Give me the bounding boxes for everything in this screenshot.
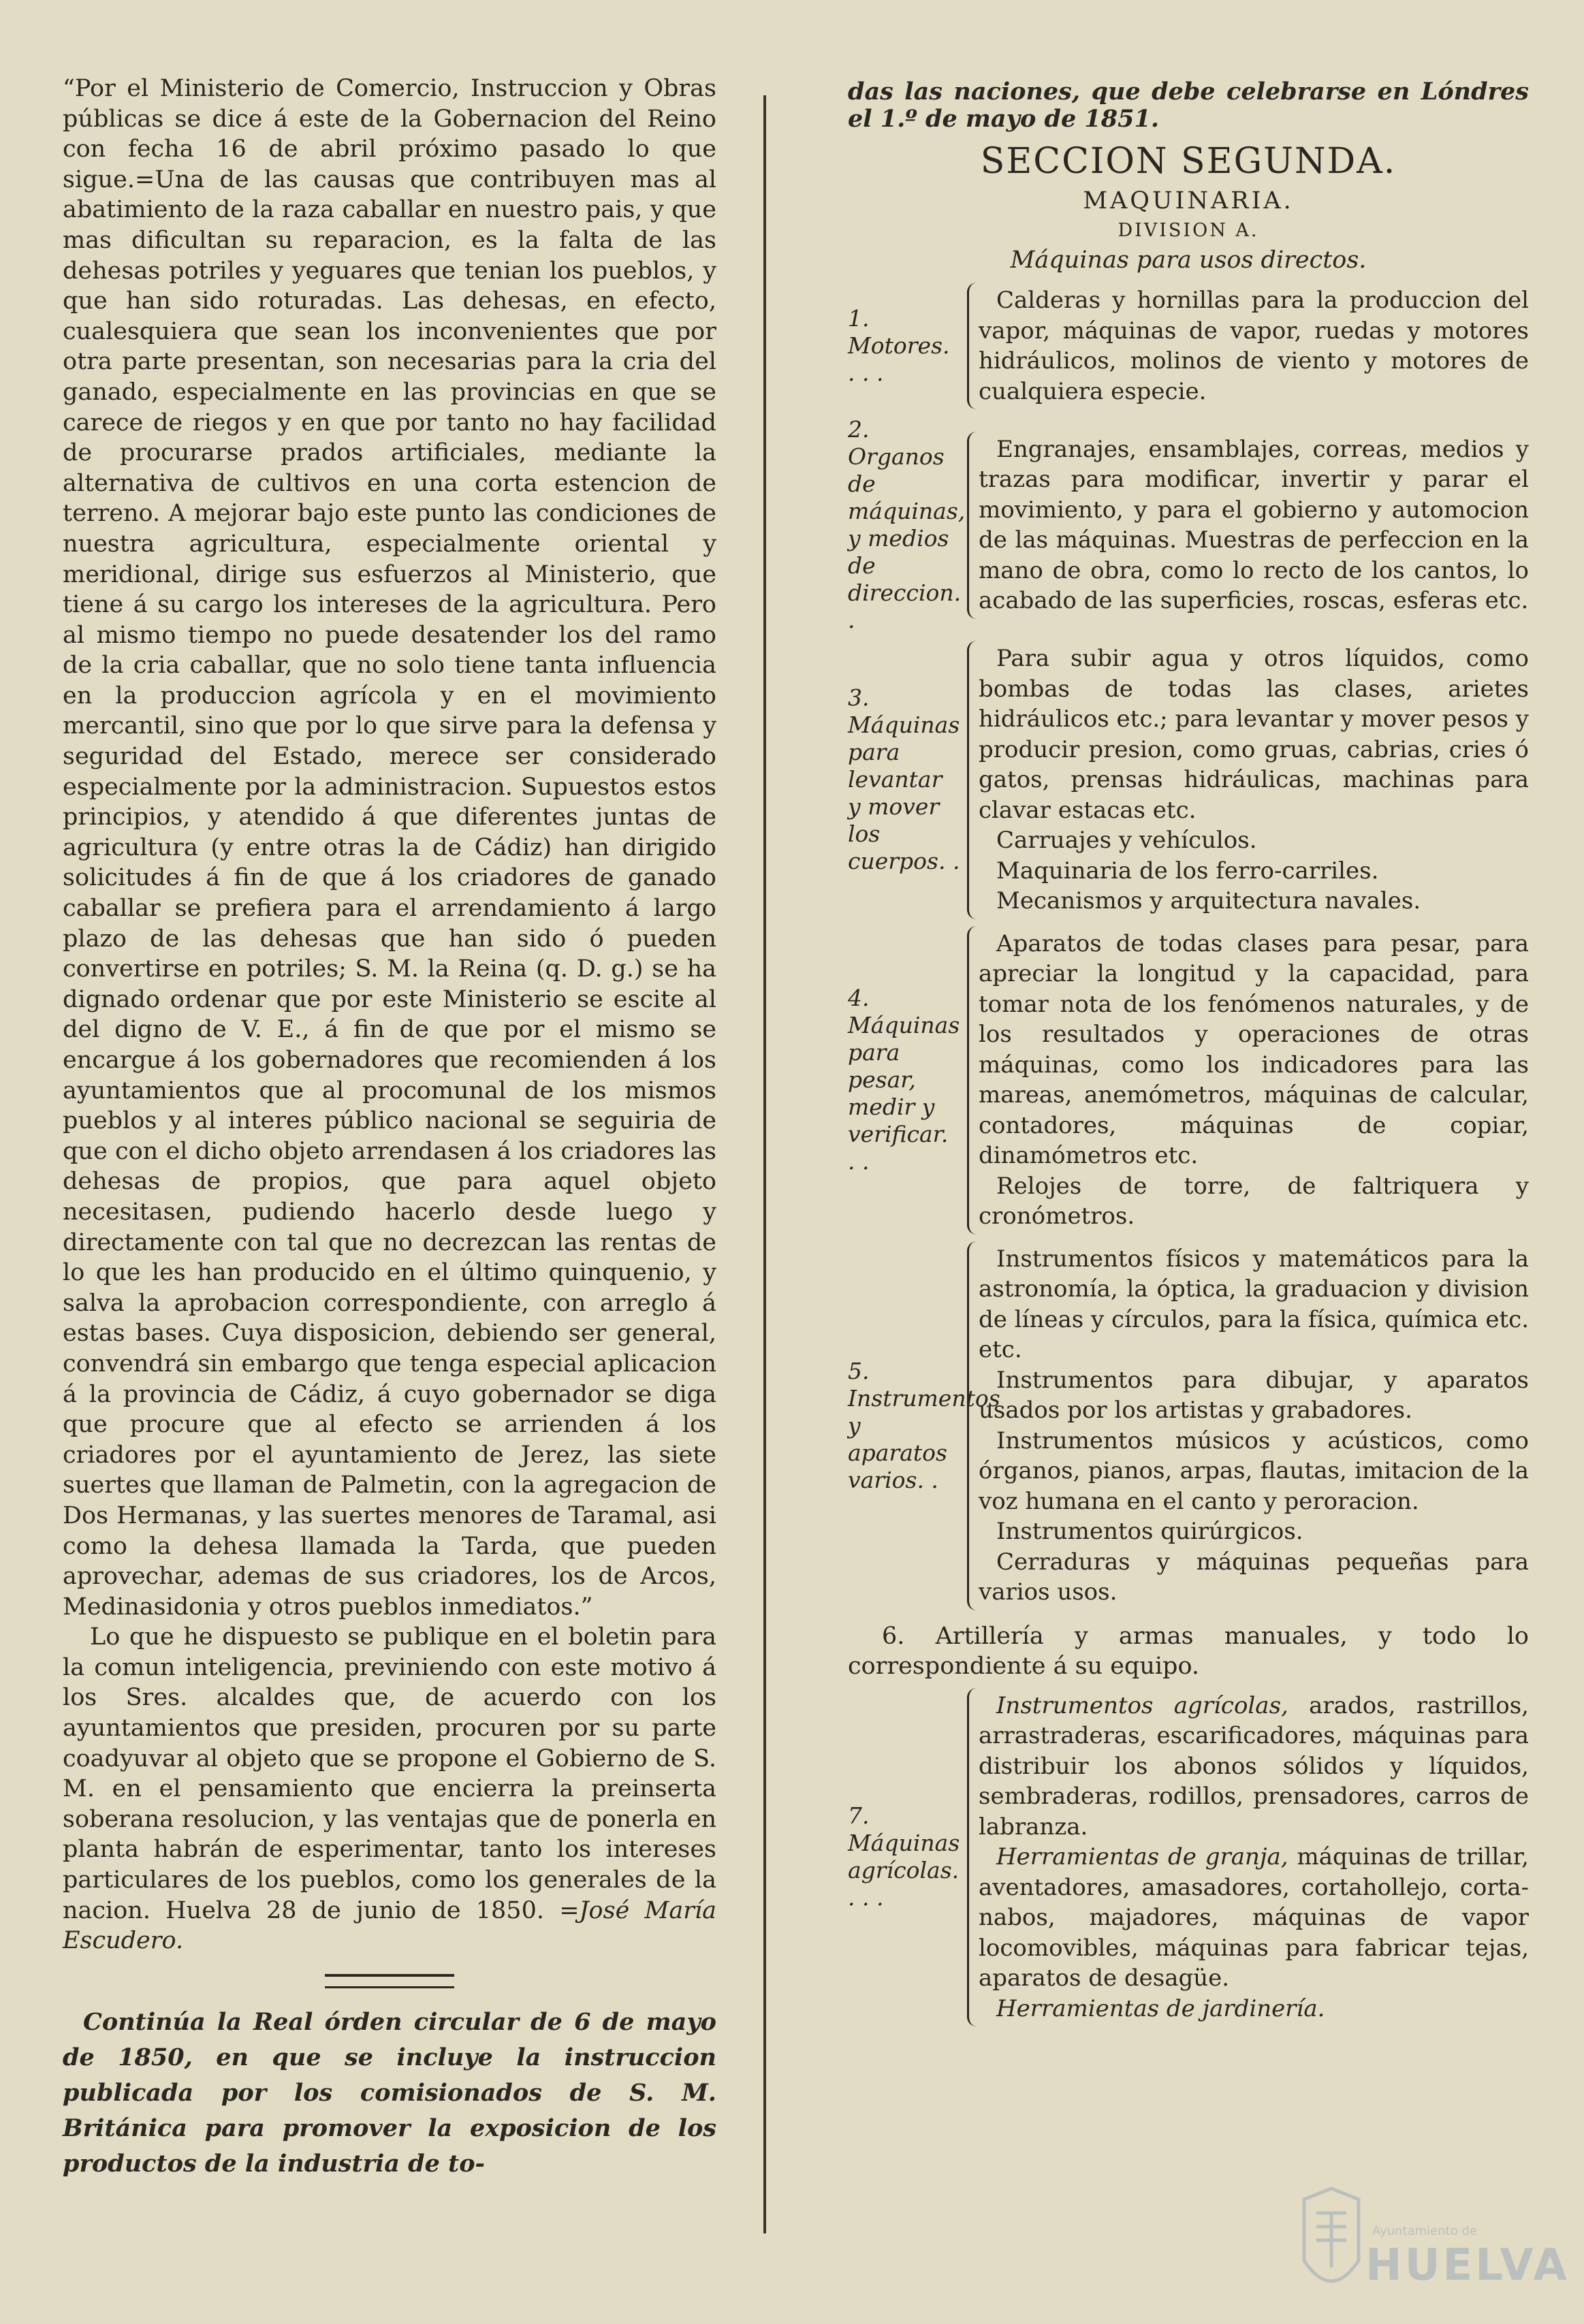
entry-label: 5. Instrumentos y aparatos varios. .	[848, 1357, 1000, 1493]
usos-heading: Máquinas para usos directos.	[1010, 246, 1367, 274]
ministry-quote-paragraph: “Por el Ministerio de Comercio, Instruccion y Obras públicas se dice á este de la Gobernacion del Reino con fecha 16 de abril próximo pasado lo que sigue.=Una de las causas que contribuyen mas al abatimiento de la raza caballar en nuestro pais, y que mas dificultan su reparacion, es la falta de las dehesas potriles y yeguares que tenian los pueblos, y que han sido roturadas. Las dehesas, en efecto, cualesquiera que sean los inconvenientes que por otra parte presentan, son necesarias para la cria del ganado, especialmente en las provincias en que se carece de riegos y en que por tanto no hay facilidad de procurarse prados artificiales, mediante la alternativa de cultivos en una corta estencion de terreno. A mejorar bajo este punto las condiciones de nuestra agricultura, especialmente oriental y meridional, dirige sus esfuerzos al Ministerio, que tiene á su cargo los intereses de la agricultura. Pero al mismo tiempo no puede desatender los del ramo de la cria caballar, que no solo tiene tanta influencia en la produccion agrícola y en el movimiento mercantil, sino que por lo que sirve para la defensa y seguridad del Estado, merece ser considerado especialmente por la administracion. Supuestos estos principios, y atendido á que diferentes juntas de agricultura (y entre otras la de Cádiz) han dirigido solicitudes á fin de que á los criadores de ganado caballar se prefiera para el arrendamiento á largo plazo de las dehesas que han sido ó pueden convertirse en potriles; S. M. la Reina (q. D. g.) se ha dignado ordenar que por este Ministerio se escite al del digno de V. E., á fin de que por el mismo se encargue á los gobernadores que recomienden á los ayuntamientos que al procomunal de los mismos pueblos y al interes público nacional se seguiria de que con el dicho objeto arrendasen á los criadores las dehesas de propios, que para aquel objeto necesitasen, pudiendo hacerlo desde luego y directamente con tal que no decrezcan las rentas de lo que les han producido en el último quinquenio, y salva la aprobacion correspondiente, con arreglo á estas bases. Cuya disposicion, debiendo ser general, convendrá sin embargo que tenga especial aplicacion á la provincia de Cádiz, á cuyo gobernador se diga que procure que al efecto se arrienden á los criadores por el ayuntamiento de Jerez, las siete suertes que llaman de Palmetin, con la agregacion de Dos Hermanas, y las suertes menores de Taramal, asi como la dehesa llamada la Tarda, que pueden aprovechar, ademas de sus criadores, los de Arcos, Medinasidonia y otros pueblos inmediatos.”	[63, 75, 716, 1621]
right-column	[848, 78, 1529, 2026]
entry-body	[967, 283, 1529, 409]
subsection-title: MAQUINARIA.	[1083, 187, 1294, 214]
entry-line: Calderas y hornillas para la produccion del vapor, máquinas de vapor, ruedas y motores hidráulicos, molinos de viento y motores de cualquiera especie.	[979, 287, 1529, 405]
continuation-text: das las naciones, que debe celebrarse en Lóndres el 1.º de mayo de 1851.	[848, 78, 1529, 133]
division-title: DIVISION A.	[1118, 220, 1259, 241]
catalog-entry	[848, 1688, 1529, 2027]
decorative-rule	[325, 1974, 454, 1988]
entry-text: arados, rastrillos, arrastraderas, escarificadores, máquinas para distribuir los abonos sólidos y líquidos, sembraderas, rodillos, prensadores, carros de labranza.	[979, 1691, 1529, 1841]
entry-heading: Herramientas de jardinería.	[996, 1994, 1325, 2022]
entry-line	[979, 1691, 1529, 1843]
entry-line: Maquinaria de los ferro-carriles.	[996, 857, 1379, 885]
left-column	[63, 74, 716, 2182]
entry-body	[967, 926, 1529, 1235]
catalog-entry	[848, 416, 1529, 634]
entry-line: Relojes de torre, de faltriquera y cronómetros.	[979, 1172, 1529, 1230]
entry-line	[979, 1994, 1529, 2024]
section-title: SECCION SEGUNDA.	[980, 141, 1397, 182]
entry-label: 7. Máquinas agrícolas. . . .	[848, 1802, 960, 1911]
entry-text: máquinas de trillar, aventadores, amasadores, cortahollejo, corta-nabos, majadores, máquinas de vapor locomovibles, máquinas para fabricar tejas, aparatos de desagüe.	[979, 1843, 1529, 1992]
ayuntamiento-watermark	[1290, 2186, 1570, 2315]
entry-line: Instrumentos físicos y matemáticos para la astronomía, la óptica, la graduacion y division de líneas y círculos, para la física, química etc. etc.	[979, 1245, 1529, 1363]
watermark-big-text: HUELVA	[1365, 2240, 1570, 2291]
entry-heading: Herramientas de granja,	[996, 1843, 1288, 1871]
catalog-entry	[848, 1241, 1529, 1610]
entry-line: Carruajes y vehículos.	[996, 827, 1257, 854]
entry-body	[967, 432, 1529, 619]
entry-line: Cerraduras y máquinas pequeñas para varios usos.	[979, 1548, 1529, 1606]
entry-line: Instrumentos quirúrgicos.	[996, 1518, 1303, 1545]
catalog-entry	[848, 641, 1529, 919]
entry-line: Aparatos de todas clases para pesar, para apreciar la longitud y la capacidad, para tomar nota de los fenómenos naturales, y de los resultados y operaciones de otras máquinas, como los indicadores para las mareas, anemómetros, máquinas de calcular, contadores, máquinas de copiar, dinamómetros etc.	[979, 929, 1529, 1169]
entry-label: 4. Máquinas para pesar, medir y verificar. . .	[848, 985, 960, 1175]
crest-icon	[1297, 2186, 1365, 2302]
entry-body	[967, 1688, 1529, 2027]
entry-body	[967, 641, 1529, 919]
entry-heading: Instrumentos agrícolas,	[996, 1691, 1288, 1719]
entry-line: Engranajes, ensamblajes, correas, medios y trazas para modificar, invertir y parar el movimiento, y para el gobierno y automocion de las máquinas. Muestras de perfeccion en la mano de obra, como lo recto de los cantos, lo acabado de las superficies, roscas, esferas etc.	[979, 435, 1529, 614]
entry-body	[967, 1241, 1529, 1610]
column-divider	[763, 95, 766, 2233]
entry-line	[979, 1842, 1529, 1994]
signature: =José María Escudero.	[63, 1896, 716, 1955]
publication-paragraph	[63, 1622, 716, 1956]
watermark-small-text: Ayuntamiento de	[1372, 2224, 1477, 2238]
entry-label: 3. Máquinas para levantar y mover los cuerpos. .	[848, 684, 960, 875]
item-six: 6. Artillería y armas manuales, y todo lo correspondiente á su equipo.	[848, 1622, 1529, 1680]
entry-line: Para subir agua y otros líquidos, como bombas de todas las clases, arietes hidráulicos etc.; para levantar y mover pesos y producir presion, como gruas, cabrias, cries ó gatos, prensas hidráulicas, machinas para clavar estacas etc.	[979, 645, 1529, 824]
entry-line: Mecanismos y arquitectura navales.	[996, 887, 1421, 914]
catalog-entry	[848, 283, 1529, 409]
circular-subtitle: Continúa la Real órden circular de 6 de mayo de 1850, en que se incluye la instruccion publicada por los comisionados de S. M. Británica para promover la exposicion de los productos de la industria de to-	[63, 2007, 716, 2178]
entry-label: 2. Organos de máquinas, y medios de direccion. .	[848, 416, 966, 633]
catalog-entry	[848, 926, 1529, 1235]
entry-line: Instrumentos para dibujar, y aparatos usados por los artistas y grabadores.	[979, 1366, 1529, 1424]
entry-line: Instrumentos músicos y acústicos, como órganos, pianos, arpas, flautas, imitacion de la voz humana en el canto y peroracion.	[979, 1427, 1529, 1515]
publication-text: Lo que he dispuesto se publique en el boletin para la comun inteligencia, previniendo con este motivo á los Sres. alcaldes que, de acuerdo con los ayuntamientos que presiden, procuren por su parte coadyuvar al objeto que se propone el Gobierno de S. M. en el pensamiento que encierra la preinserta soberana resolucion, y las ventajas que de ponerla en planta habrán de esperimentar, tanto los intereses particulares de los pueblos, como los generales de la nacion. Huelva 28 de junio de 1850.	[63, 1623, 716, 1924]
entry-label: 1. Motores. . . .	[848, 305, 950, 386]
